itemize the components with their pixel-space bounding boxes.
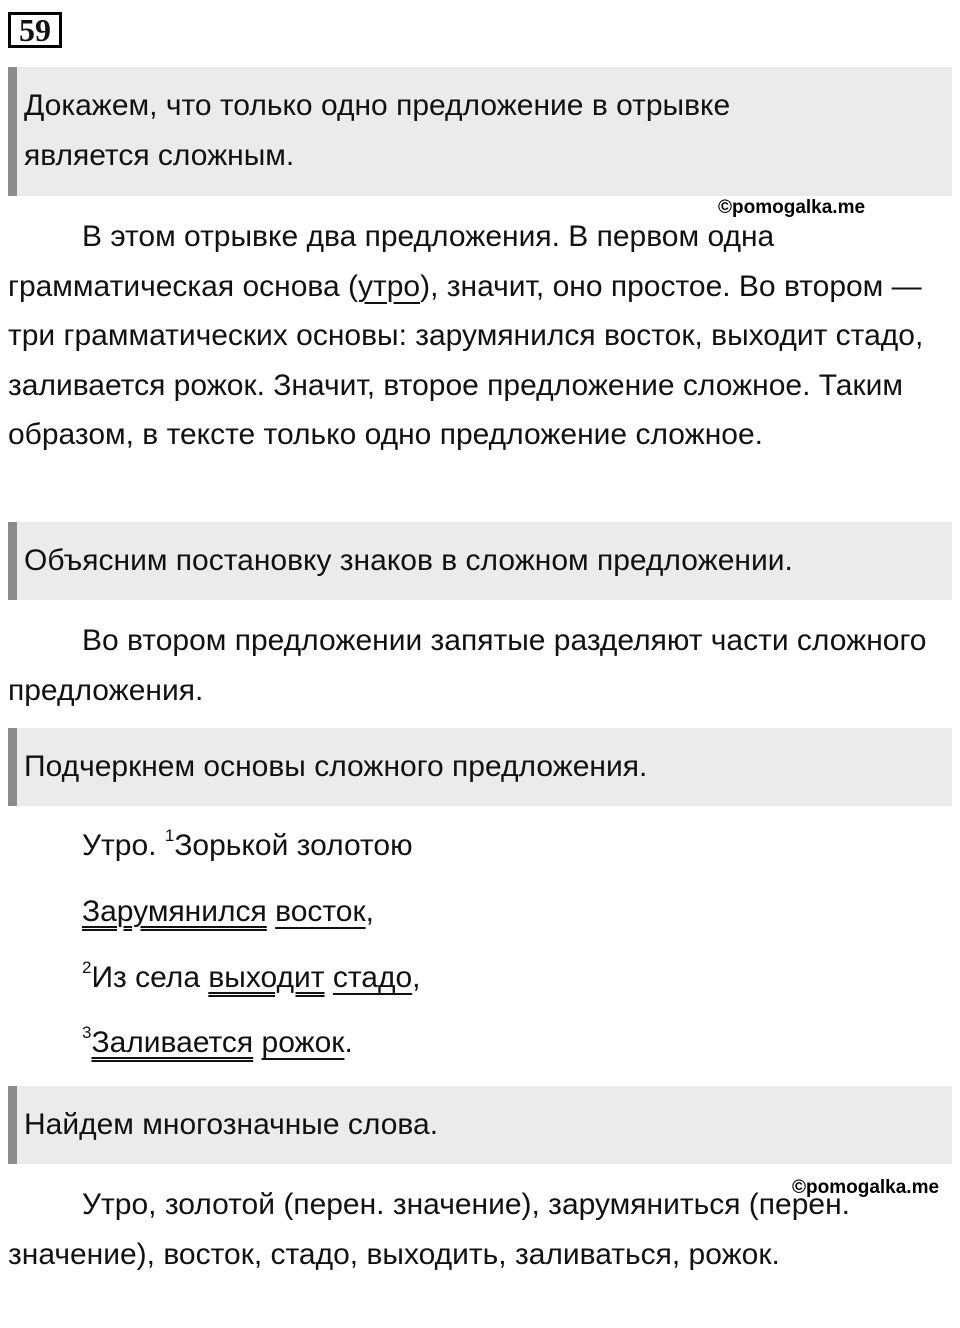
paragraph-2: Во втором предложении запятые разделяют части сложного предложения. bbox=[8, 624, 927, 707]
subject-1: восток bbox=[275, 895, 366, 928]
punct-1: , bbox=[365, 895, 374, 928]
subject-2: стадо bbox=[332, 961, 413, 994]
poem-line-3-text: Из села bbox=[91, 961, 209, 994]
subject-3: рожок bbox=[261, 1026, 345, 1059]
exercise-number: 59 bbox=[8, 12, 62, 48]
paragraph-4: Утро, золотой (перен. значение), зарумяниться (перен. значение), восток, стадо, выходить, заливаться, рожок. bbox=[8, 1188, 850, 1271]
paragraph-1 bbox=[8, 212, 938, 460]
paragraph-1-part1: В этом отрывке два предложения. В первом одна грамматическая основа ( bbox=[8, 220, 775, 303]
predicate-2: выходит bbox=[208, 961, 325, 994]
paragraph-1-part2: ), значит, оно простое. Во втором — три грамматических основы: зарумянился восток, выходит стадо, заливается рожок. Значит, второе предложение сложное. Таким образом, в тексте только одно предложение сложное. bbox=[8, 269, 924, 451]
punct-2: , bbox=[412, 961, 421, 994]
part-marker-1: 1 bbox=[164, 826, 175, 845]
part-marker-2: 2 bbox=[82, 958, 92, 977]
section-heading-3: Подчеркнем основы сложного предложения. bbox=[8, 728, 952, 806]
poem-line-2 bbox=[82, 892, 374, 932]
section-heading-2: Объясним постановку знаков в сложном предложении. bbox=[8, 522, 952, 600]
poem-line-4 bbox=[82, 1023, 353, 1063]
watermark-2: ©pomogalka.me bbox=[792, 1177, 940, 1198]
predicate-3: Заливается bbox=[91, 1026, 254, 1059]
section-heading-1 bbox=[8, 67, 952, 196]
heading-1-line1: Докажем, что только одно предложение в отрывке bbox=[24, 89, 731, 122]
poem-line-3 bbox=[82, 958, 421, 998]
part-marker-3: 3 bbox=[82, 1023, 92, 1042]
predicate-1: Зарумянился bbox=[82, 895, 267, 928]
punct-3: . bbox=[344, 1026, 353, 1059]
poem-line-1-rest: Зорькой золотою bbox=[174, 829, 413, 862]
section-heading-4: Найдем многозначные слова. bbox=[8, 1086, 952, 1164]
poem-line-1-text: Утро. bbox=[82, 829, 165, 862]
watermark: ©pomogalka.me bbox=[718, 197, 866, 218]
subject-utro: утро bbox=[358, 269, 421, 303]
poem-line-1 bbox=[82, 826, 413, 866]
heading-1-line2: является сложным. bbox=[24, 139, 295, 172]
